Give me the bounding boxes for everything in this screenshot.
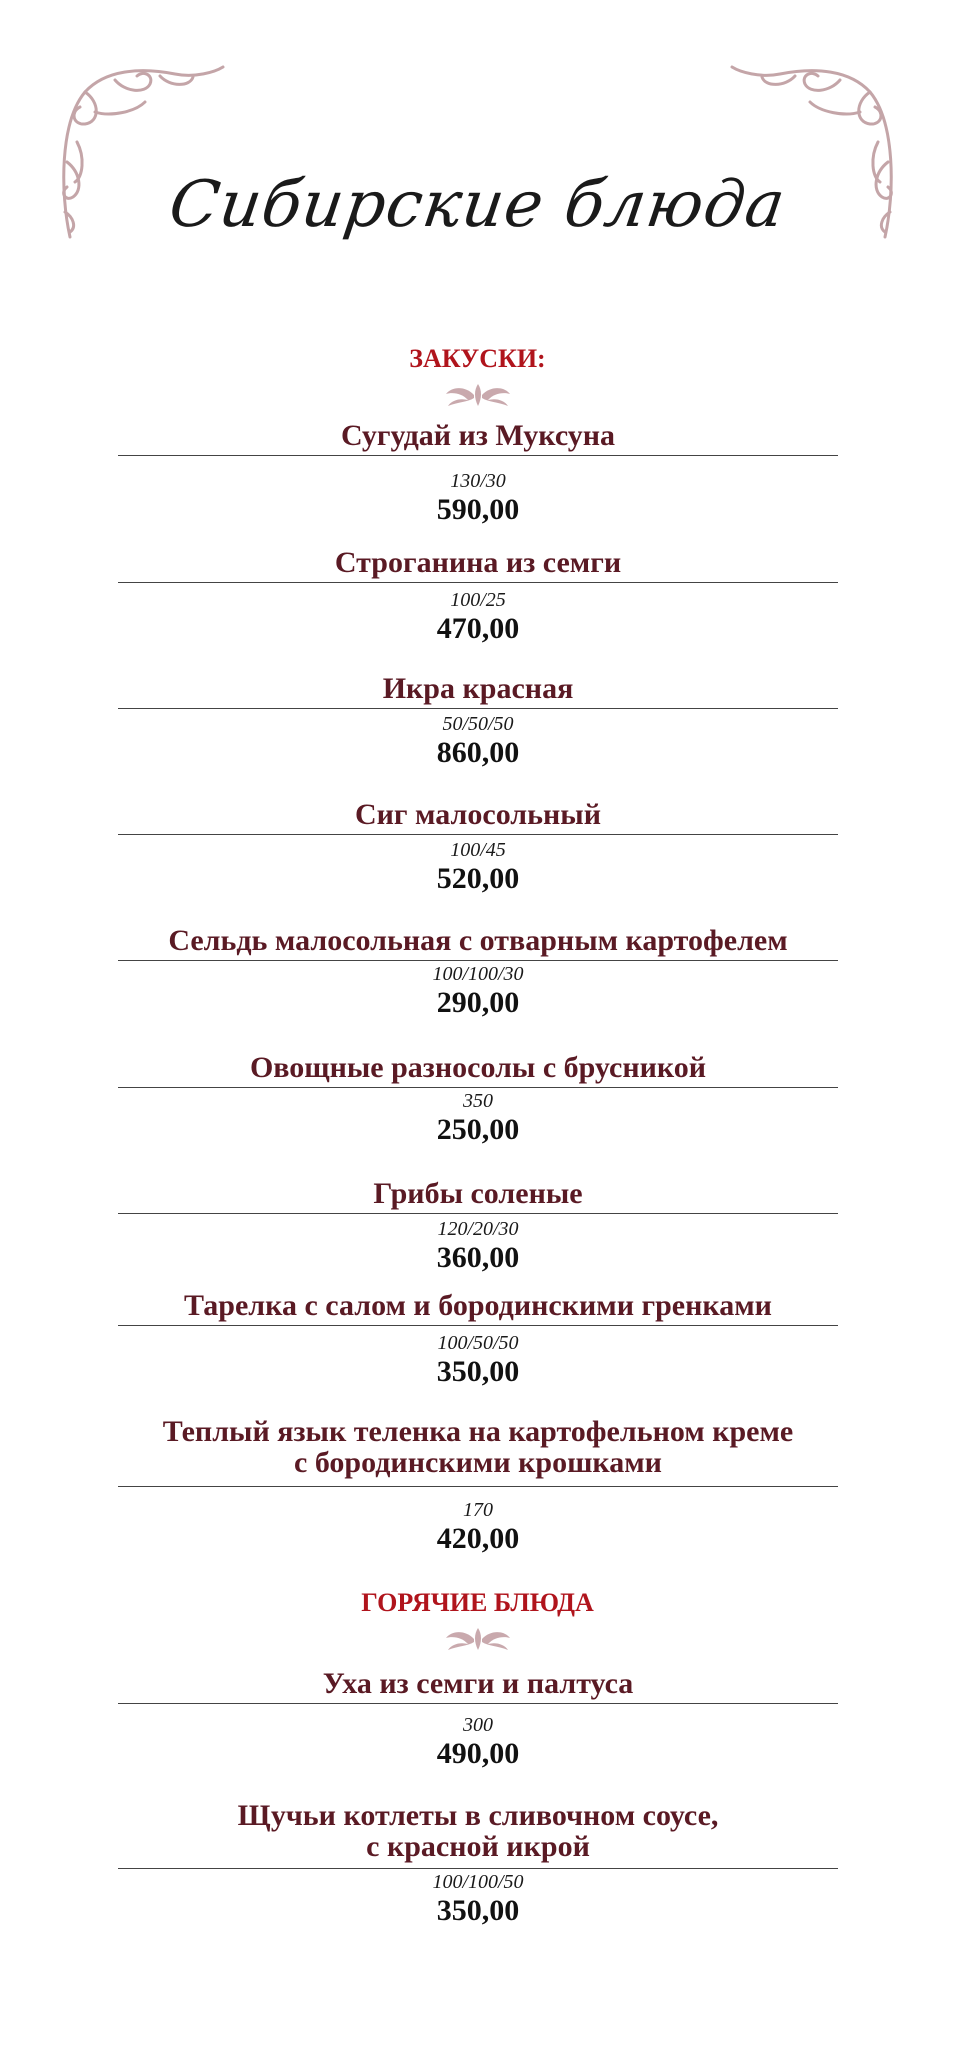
- dish-weight: 120/20/30: [437, 1218, 519, 1240]
- section-ornament-icon: [438, 1624, 518, 1654]
- dish-name: Сугудай из Муксуна: [340, 419, 616, 452]
- divider: [118, 1703, 838, 1704]
- divider: [118, 455, 838, 456]
- dish-name: Грибы соленые: [373, 1177, 583, 1210]
- dish-price: 360,00: [436, 1241, 520, 1274]
- dish-price: 350,00: [436, 1894, 520, 1927]
- dish-price: 420,00: [436, 1522, 520, 1555]
- divider: [118, 708, 838, 709]
- divider: [118, 582, 838, 583]
- page-title: Сибирские блюда: [164, 168, 791, 242]
- menu-item: [118, 799, 838, 896]
- menu-item: [118, 1416, 838, 1556]
- dish-weight: 130/30: [450, 470, 506, 492]
- dish-name: Тарелка с салом и бородинскими гренками: [184, 1289, 772, 1322]
- divider: [118, 1325, 838, 1326]
- divider: [118, 834, 838, 835]
- menu-item: [118, 1178, 838, 1275]
- menu-item: [118, 1668, 838, 1771]
- section-ornament-icon: [438, 380, 518, 410]
- dish-price: 590,00: [436, 493, 520, 526]
- dish-name: Уха из семги и палтуса: [322, 1667, 634, 1700]
- menu-item: [118, 925, 838, 1020]
- dish-name: Сиг малосольный: [354, 798, 601, 831]
- divider: [118, 960, 838, 961]
- dish-price: 290,00: [436, 986, 520, 1019]
- dish-weight: 100/100/30: [432, 963, 524, 985]
- dish-price: 350,00: [436, 1355, 520, 1388]
- dish-price: 470,00: [436, 612, 520, 645]
- section-heading-hot-dishes: ГОРЯЧИЕ БЛЮДА: [361, 1588, 594, 1617]
- menu-item: [118, 673, 838, 770]
- dish-weight: 100/100/50: [432, 1871, 524, 1893]
- dish-name-line-1: Щучьи котлеты в сливочном соусе,: [237, 1799, 719, 1832]
- dish-name: Овощные разносолы с брусникой: [249, 1051, 707, 1084]
- dish-price: 490,00: [436, 1737, 520, 1770]
- dish-price: 860,00: [436, 736, 520, 769]
- dish-weight: 300: [463, 1714, 493, 1736]
- divider: [118, 1486, 838, 1487]
- dish-weight: 170: [463, 1499, 493, 1521]
- dish-price: 520,00: [436, 862, 520, 895]
- menu-item: [118, 1800, 838, 1928]
- dish-price: 250,00: [436, 1113, 520, 1146]
- divider: [118, 1087, 838, 1088]
- dish-name-line-1: Теплый язык теленка на картофельном креме: [162, 1415, 794, 1448]
- divider: [118, 1213, 838, 1214]
- menu-item: [118, 547, 838, 646]
- dish-name: Строганина из семги: [334, 546, 622, 579]
- section-heading-appetizers: ЗАКУСКИ:: [409, 344, 546, 373]
- divider: [118, 1868, 838, 1869]
- menu-item: [118, 1052, 838, 1147]
- dish-name-line-2: с бородинскими крошками: [294, 1446, 662, 1479]
- menu-item: [118, 1290, 838, 1389]
- dish-weight: 50/50/50: [442, 713, 514, 735]
- dish-weight: 100/25: [450, 589, 506, 611]
- dish-weight: 100/45: [450, 839, 506, 861]
- dish-weight: 100/50/50: [437, 1332, 519, 1354]
- dish-name: Икра красная: [382, 672, 574, 705]
- menu-item: [118, 420, 838, 527]
- dish-name-line-2: с красной икрой: [366, 1830, 590, 1863]
- dish-name: Сельдь малосольная с отварным картофелем: [168, 924, 788, 957]
- dish-weight: 350: [463, 1090, 493, 1112]
